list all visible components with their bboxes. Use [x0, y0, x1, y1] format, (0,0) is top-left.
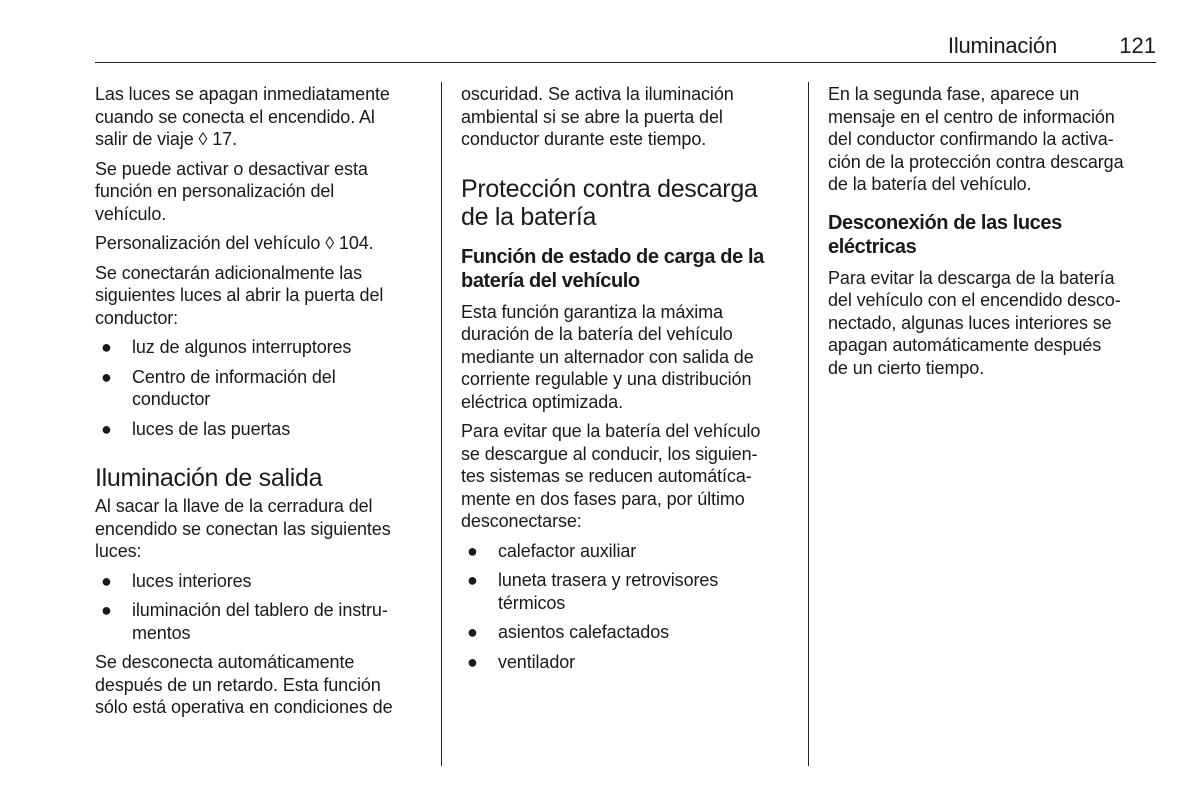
list-item [461, 569, 796, 614]
list-item-text: iluminación del tablero de instru- mentos [132, 600, 388, 643]
text-column-3 [828, 83, 1163, 386]
paragraph: Las luces se apagan inmediatamente cuando se conecta el encendido. Al salir de viaje ◊ 17. [95, 84, 390, 149]
paragraph: Al sacar la llave de la cerradura del encendido se conectan las siguientes luces: [95, 496, 391, 561]
section-heading: Iluminación de salida [95, 464, 323, 492]
header-rule [95, 62, 1156, 63]
list-item-text: luneta trasera y retrovisores térmicos [498, 570, 719, 613]
bullet-icon: ● [467, 651, 478, 672]
page-number: 121 [1119, 33, 1156, 58]
list-item [461, 540, 796, 563]
bullet-list [461, 540, 796, 674]
paragraph: Personalización del vehículo ◊ 104. [95, 233, 374, 253]
paragraph: Para evitar que la batería del vehículo se descargue al conducir, los siguien- tes sistemas se reducen automátíca- mente en dos fases para, por último desconectarse: [461, 421, 761, 531]
list-item-text: calefactor auxiliar [498, 540, 637, 561]
list-item [95, 418, 435, 441]
bullet-icon: ● [467, 622, 478, 642]
list-item-text: luces de las puertas [132, 418, 291, 439]
text-column-1 [95, 83, 435, 726]
subsection-heading: Desconexión de las luces eléctricas [828, 211, 1062, 258]
list-item-text: ventilador [498, 651, 576, 672]
bullet-icon: ● [101, 600, 112, 620]
page-header-title: Iluminación [947, 33, 1057, 58]
text-column-2 [461, 83, 796, 680]
bullet-icon: ● [467, 570, 478, 590]
list-item [95, 599, 435, 644]
paragraph: Para evitar la descarga de la batería del vehículo con el encendido desco- nectado, algunas luces interiores se apagan automáticamente después de un cierto tiempo. [828, 267, 1121, 378]
subsection-heading: Función de estado de carga de la batería del vehículo [461, 245, 764, 292]
paragraph: En la segunda fase, aparece un mensaje en el centro de información del conductor confirmando la activa- ción de la protección contra descarga de la batería del vehículo. [828, 84, 1124, 194]
paragraph: Se conectarán adicionalmente las siguientes luces al abrir la puerta del conductor: [95, 262, 384, 328]
paragraph: Se desconecta automáticamente después de un retardo. Esta función sólo está operativa en condiciones de [95, 652, 393, 717]
paragraph: Se puede activar o desactivar esta función en personalización del vehículo. [95, 158, 368, 224]
bullet-icon: ● [101, 337, 112, 357]
bullet-icon: ● [101, 570, 112, 591]
list-item-text: luces interiores [132, 570, 252, 591]
bullet-icon: ● [101, 366, 112, 387]
column-divider [808, 82, 809, 766]
list-item [95, 366, 435, 411]
bullet-list [95, 570, 435, 645]
list-item [95, 336, 435, 359]
list-item [95, 570, 435, 593]
column-divider [441, 82, 442, 766]
list-item [461, 621, 796, 644]
bullet-icon: ● [101, 418, 112, 439]
list-item-text: asientos calefactados [498, 622, 670, 642]
bullet-icon: ● [467, 540, 478, 561]
bullet-list [95, 336, 435, 440]
list-item [461, 651, 796, 674]
paragraph: oscuridad. Se activa la iluminación ambiental si se abre la puerta del conductor durante este tiempo. [461, 84, 734, 149]
list-item-text: Centro de información del conductor [132, 366, 336, 409]
section-heading: Protección contra descarga de la batería [461, 174, 758, 231]
paragraph: Esta función garantiza la máxima duración de la batería del vehículo mediante un alternador con salida de corriente regulable y una distribución eléctrica optimizada. [461, 301, 754, 412]
list-item-text: luz de algunos interruptores [132, 337, 352, 357]
